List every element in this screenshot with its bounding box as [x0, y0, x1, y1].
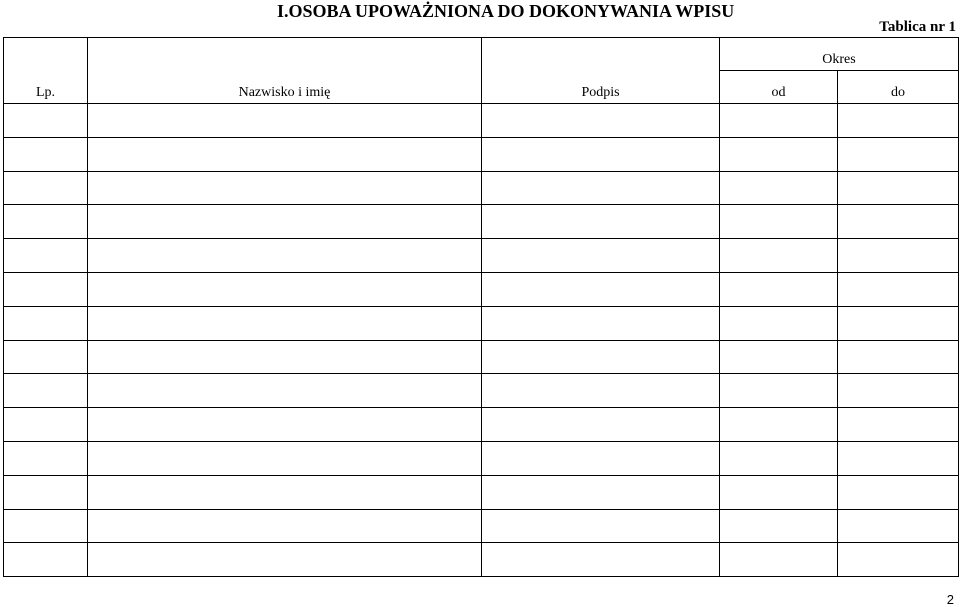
cell-signature[interactable]: [482, 408, 720, 442]
cell-name[interactable]: [88, 441, 482, 475]
cell-lp[interactable]: [4, 137, 88, 171]
cell-lp[interactable]: [4, 104, 88, 138]
page-number: 2: [946, 592, 954, 607]
table-row: [4, 441, 959, 475]
cell-signature[interactable]: [482, 374, 720, 408]
cell-lp[interactable]: [4, 306, 88, 340]
table-row: [4, 543, 959, 577]
cell-name[interactable]: [88, 340, 482, 374]
table-row: [4, 306, 959, 340]
table-body: [4, 104, 959, 577]
cell-name[interactable]: [88, 306, 482, 340]
cell-to[interactable]: [838, 475, 959, 509]
cell-signature[interactable]: [482, 543, 720, 577]
cell-lp[interactable]: [4, 205, 88, 239]
cell-signature[interactable]: [482, 340, 720, 374]
cell-from[interactable]: [720, 137, 838, 171]
cell-to[interactable]: [838, 441, 959, 475]
cell-to[interactable]: [838, 340, 959, 374]
cell-signature[interactable]: [482, 509, 720, 543]
cell-lp[interactable]: [4, 272, 88, 306]
cell-lp[interactable]: [4, 239, 88, 273]
cell-name[interactable]: [88, 205, 482, 239]
cell-lp[interactable]: [4, 374, 88, 408]
cell-lp[interactable]: [4, 171, 88, 205]
table-row: [4, 272, 959, 306]
cell-to[interactable]: [838, 509, 959, 543]
table-row: [4, 340, 959, 374]
cell-lp[interactable]: [4, 408, 88, 442]
cell-lp[interactable]: [4, 340, 88, 374]
cell-signature[interactable]: [482, 205, 720, 239]
cell-from[interactable]: [720, 441, 838, 475]
cell-signature[interactable]: [482, 272, 720, 306]
cell-to[interactable]: [838, 137, 959, 171]
authorized-persons-table: [3, 37, 959, 577]
cell-to[interactable]: [838, 306, 959, 340]
cell-name[interactable]: [88, 475, 482, 509]
cell-lp[interactable]: [4, 441, 88, 475]
column-header-to: do: [838, 71, 959, 104]
table-row: [4, 137, 959, 171]
table-row: [4, 171, 959, 205]
cell-from[interactable]: [720, 340, 838, 374]
cell-from[interactable]: [720, 374, 838, 408]
table-row: [4, 205, 959, 239]
cell-to[interactable]: [838, 104, 959, 138]
cell-lp[interactable]: [4, 475, 88, 509]
cell-name[interactable]: [88, 543, 482, 577]
cell-from[interactable]: [720, 306, 838, 340]
document-title: I.OSOBA UPOWAŻNIONA DO DOKONYWANIA WPISU: [277, 1, 735, 21]
cell-name[interactable]: [88, 171, 482, 205]
cell-lp[interactable]: [4, 543, 88, 577]
cell-signature[interactable]: [482, 475, 720, 509]
cell-to[interactable]: [838, 408, 959, 442]
cell-from[interactable]: [720, 543, 838, 577]
cell-signature[interactable]: [482, 104, 720, 138]
cell-to[interactable]: [838, 374, 959, 408]
column-header-from: od: [720, 71, 838, 104]
cell-name[interactable]: [88, 374, 482, 408]
cell-signature[interactable]: [482, 137, 720, 171]
cell-from[interactable]: [720, 171, 838, 205]
cell-to[interactable]: [838, 272, 959, 306]
cell-name[interactable]: [88, 104, 482, 138]
cell-to[interactable]: [838, 543, 959, 577]
cell-name[interactable]: [88, 239, 482, 273]
cell-from[interactable]: [720, 509, 838, 543]
cell-from[interactable]: [720, 475, 838, 509]
cell-signature[interactable]: [482, 171, 720, 205]
table-row: [4, 239, 959, 273]
cell-name[interactable]: [88, 272, 482, 306]
column-header-name: Nazwisko i imię: [88, 38, 482, 104]
cell-from[interactable]: [720, 104, 838, 138]
cell-lp[interactable]: [4, 509, 88, 543]
cell-to[interactable]: [838, 205, 959, 239]
cell-name[interactable]: [88, 509, 482, 543]
table-row: [4, 408, 959, 442]
table-row: [4, 104, 959, 138]
cell-from[interactable]: [720, 272, 838, 306]
table-row: [4, 374, 959, 408]
cell-signature[interactable]: [482, 441, 720, 475]
table-row: [4, 475, 959, 509]
column-header-lp: Lp.: [4, 38, 88, 104]
cell-from[interactable]: [720, 239, 838, 273]
cell-to[interactable]: [838, 239, 959, 273]
column-header-period: Okres: [720, 38, 959, 71]
cell-from[interactable]: [720, 205, 838, 239]
cell-signature[interactable]: [482, 306, 720, 340]
column-header-signature: Podpis: [482, 38, 720, 104]
cell-to[interactable]: [838, 171, 959, 205]
table-row: [4, 509, 959, 543]
cell-name[interactable]: [88, 137, 482, 171]
table-label: Tablica nr 1: [879, 19, 956, 35]
cell-from[interactable]: [720, 408, 838, 442]
cell-name[interactable]: [88, 408, 482, 442]
cell-signature[interactable]: [482, 239, 720, 273]
